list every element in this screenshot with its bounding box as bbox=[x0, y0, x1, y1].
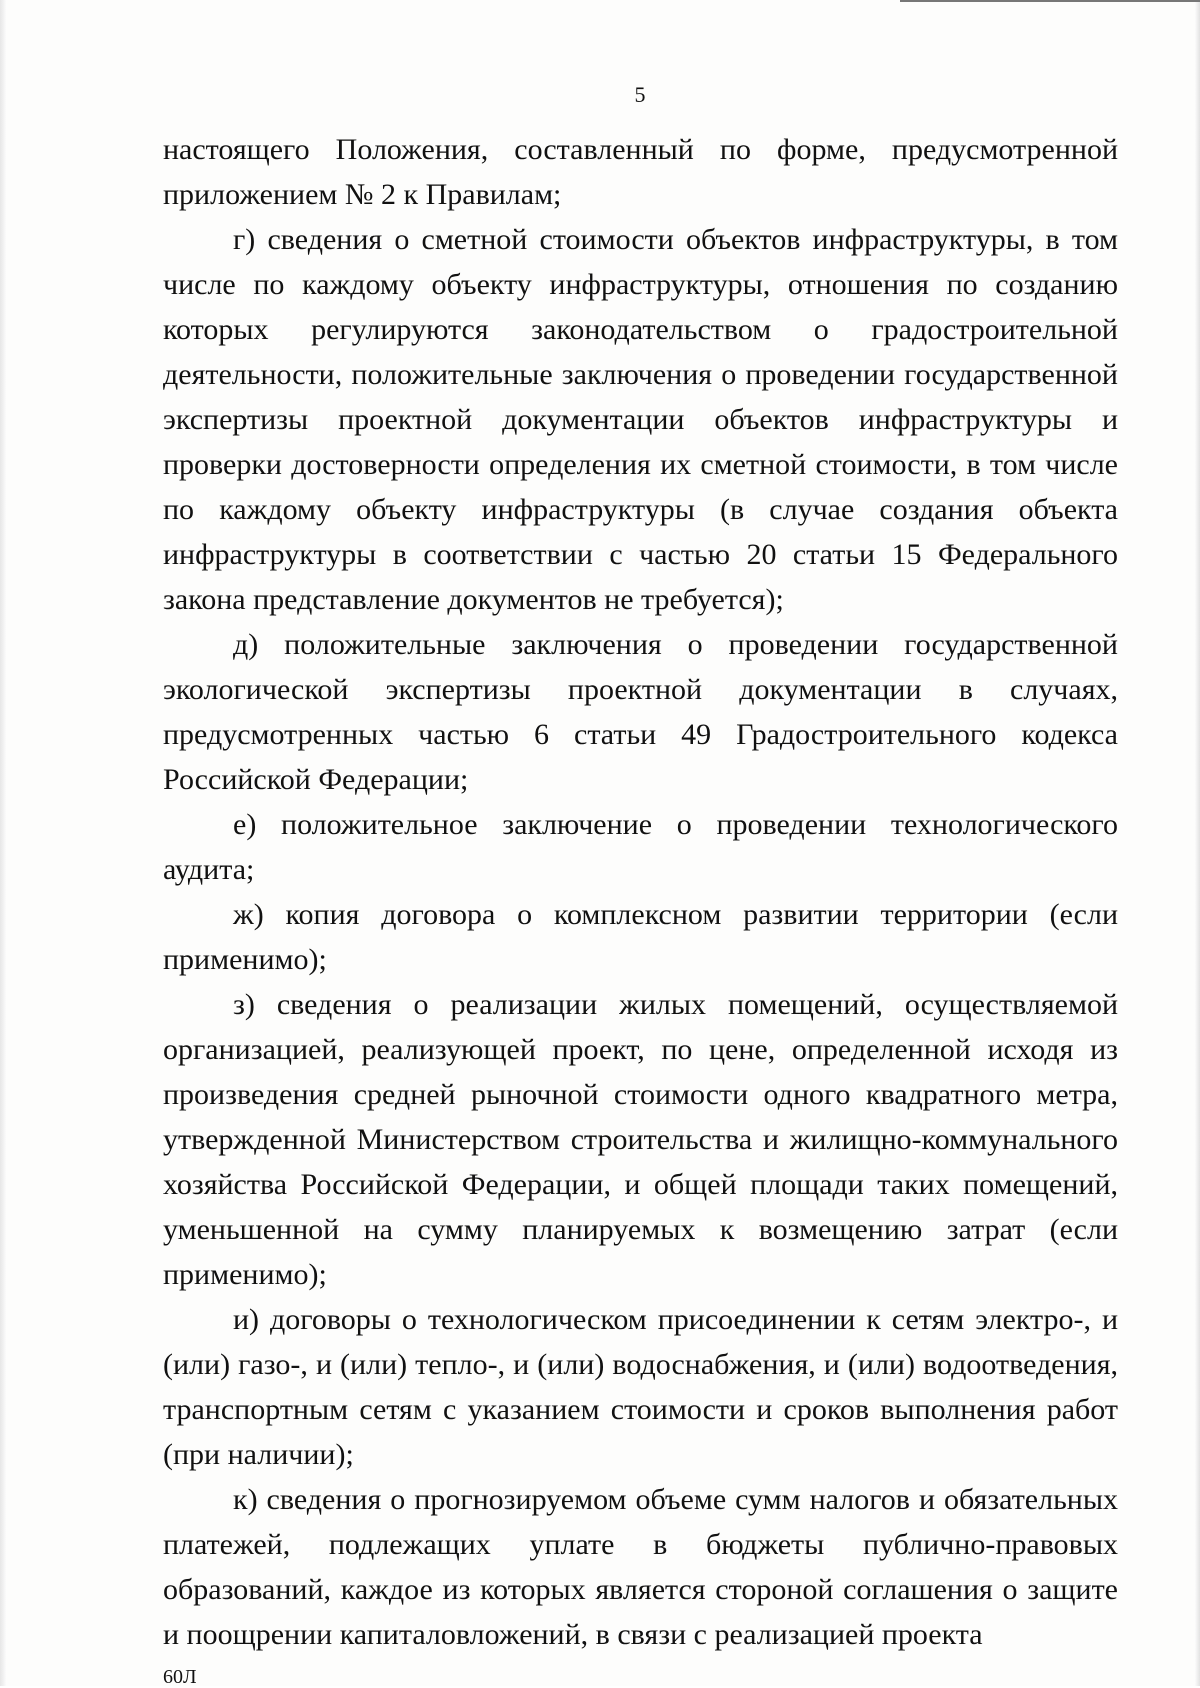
paragraph-i: и) договоры о технологическом присоединении к сетям электро-, и (или) газо-, и (или) тепло-, и (или) водоснабжения, и (или) водоотведения, транспортным сетям с указанием стоимости и сроков выполнения работ (при наличии); bbox=[163, 1303, 1118, 1471]
top-rule-line bbox=[900, 0, 1200, 2]
paragraph-d: д) положительные заключения о проведении государственной экологической экспертизы проектной документации в случаях, предусмотренных частью 6 статьи 49 Градостроительного кодекса Российской Федерации; bbox=[163, 628, 1118, 796]
document-body bbox=[163, 127, 1118, 1657]
page-number: 5 bbox=[634, 82, 646, 107]
scan-edge-right bbox=[1195, 0, 1200, 1686]
paragraph-k: к) сведения о прогнозируемом объеме сумм налогов и обязательных платежей, подлежащих уплате в бюджеты публично-правовых образований, каждое из которых является стороной соглашения о защите и поощрении капиталовложений, в связи с реализацией проекта bbox=[163, 1483, 1118, 1651]
paragraph-g: г) сведения о сметной стоимости объектов инфраструктуры, в том числе по каждому объекту инфраструктуры, отношения по созданию которых регулируются законодательством о градостроительной деятельности, положительные заключения о проведении государственной экспертизы проектной документации объектов инфраструктуры и проверки достоверности определения их сметной стоимости, в том числе по каждому объекту инфраструктуры (в случае создания объекта инфраструктуры в соответствии с частью 20 статьи 15 Федерального закона представление документов не требуется); bbox=[163, 223, 1118, 616]
paragraph-e: е) положительное заключение о проведении технологического аудита; bbox=[163, 808, 1118, 886]
footer-document-code: 60Л bbox=[163, 1666, 197, 1688]
paragraph-continuation: настоящего Положения, составленный по форме, предусмотренной приложением № 2 к Правилам; bbox=[163, 133, 1118, 211]
scan-edge-left bbox=[0, 0, 6, 1686]
paragraph-z: з) сведения о реализации жилых помещений, осуществляемой организацией, реализующей проект, по цене, определенной исходя из произведения средней рыночной стоимости одного квадратного метра, утвержденной Министерством строительства и жилищно-коммунального хозяйства Российской Федерации, и общей площади таких помещений, уменьшенной на сумму планируемых к возмещению затрат (если применимо); bbox=[163, 988, 1118, 1291]
paragraph-zh: ж) копия договора о комплексном развитии территории (если применимо); bbox=[163, 898, 1118, 976]
